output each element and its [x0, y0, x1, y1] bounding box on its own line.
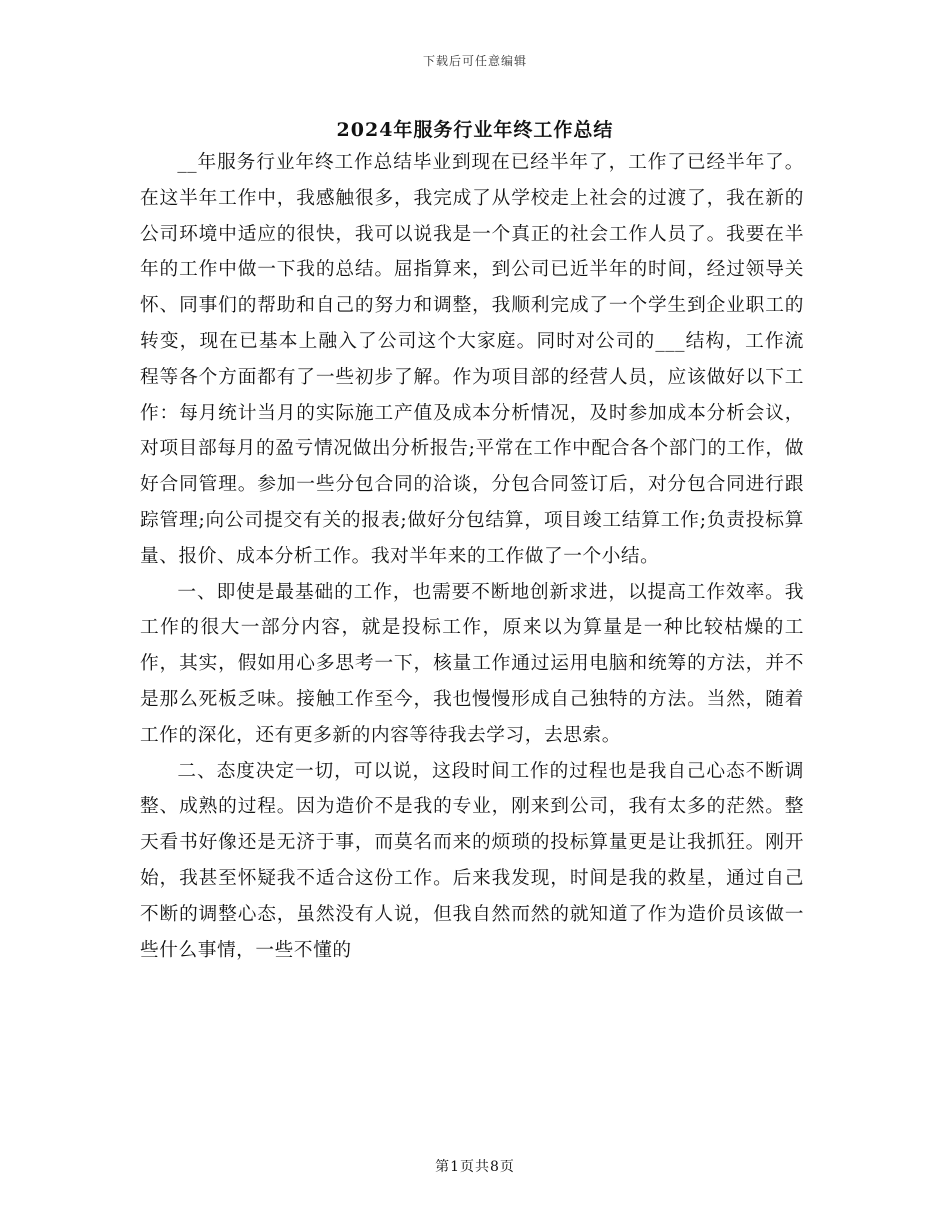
- document-body: [140, 145, 804, 968]
- body-paragraph-1: __年服务行业年终工作总结毕业到现在已经半年了，工作了已经半年了。在这半年工作中，我感触很多，我完成了从学校走上社会的过渡了，我在新的公司环境中适应的很快，我可以说我是一个真正的社会工作人员了。我要在半年的工作中做一下我的总结。屈指算来，到公司已近半年的时间，经过领导关怀、同事们的帮助和自己的努力和调整，我顺利完成了一个学生到企业职工的转变，现在已基本上融入了公司这个大家庭。同时对公司的___结构，工作流程等各个方面都有了一些初步了解。作为项目部的经营人员，应该做好以下工作：每月统计当月的实际施工产值及成本分析情况，及时参加成本分析会议，对项目部每月的盈亏情况做出分析报告;平常在工作中配合各个部门的工作，做好合同管理。参加一些分包合同的洽谈，分包合同签订后，对分包合同进行跟踪管理;向公司提交有关的报表;做好分包结算，项目竣工结算工作;负责投标算量、报价、成本分析工作。我对半年来的工作做了一个小结。: [140, 152, 804, 567]
- header-note: 下载后可任意编辑: [422, 54, 527, 68]
- body-paragraph-3: 二、态度决定一切，可以说，这段时间工作的过程也是我自己心态不断调整、成熟的过程。因为造价不是我的专业，刚来到公司，我有太多的茫然。整天看书好像还是无济于事，而莫名而来的烦琐的投标算量更是让我抓狂。刚开始，我甚至怀疑我不适合这份工作。后来我发现，时间是我的救星，通过自己不断的调整心态，虽然没有人说，但我自然而然的就知道了作为造价员该做一些什么事情，一些不懂的: [140, 760, 804, 961]
- page-number-footer: 第1页共8页: [435, 1159, 515, 1175]
- body-paragraph-2: 一、即使是最基础的工作，也需要不断地创新求进，以提高工作效率。我工作的很大一部分内容，就是投标工作，原来以为算量是一种比较枯燥的工作，其实，假如用心多思考一下，核量工作通过运用电脑和统筹的方法，并不是那么死板乏味。接触工作至今，我也慢慢形成自己独特的方法。当然，随着工作的深化，还有更多新的内容等待我去学习，去思索。: [140, 581, 804, 746]
- page-title: 2024年服务行业年终工作总结: [336, 119, 614, 141]
